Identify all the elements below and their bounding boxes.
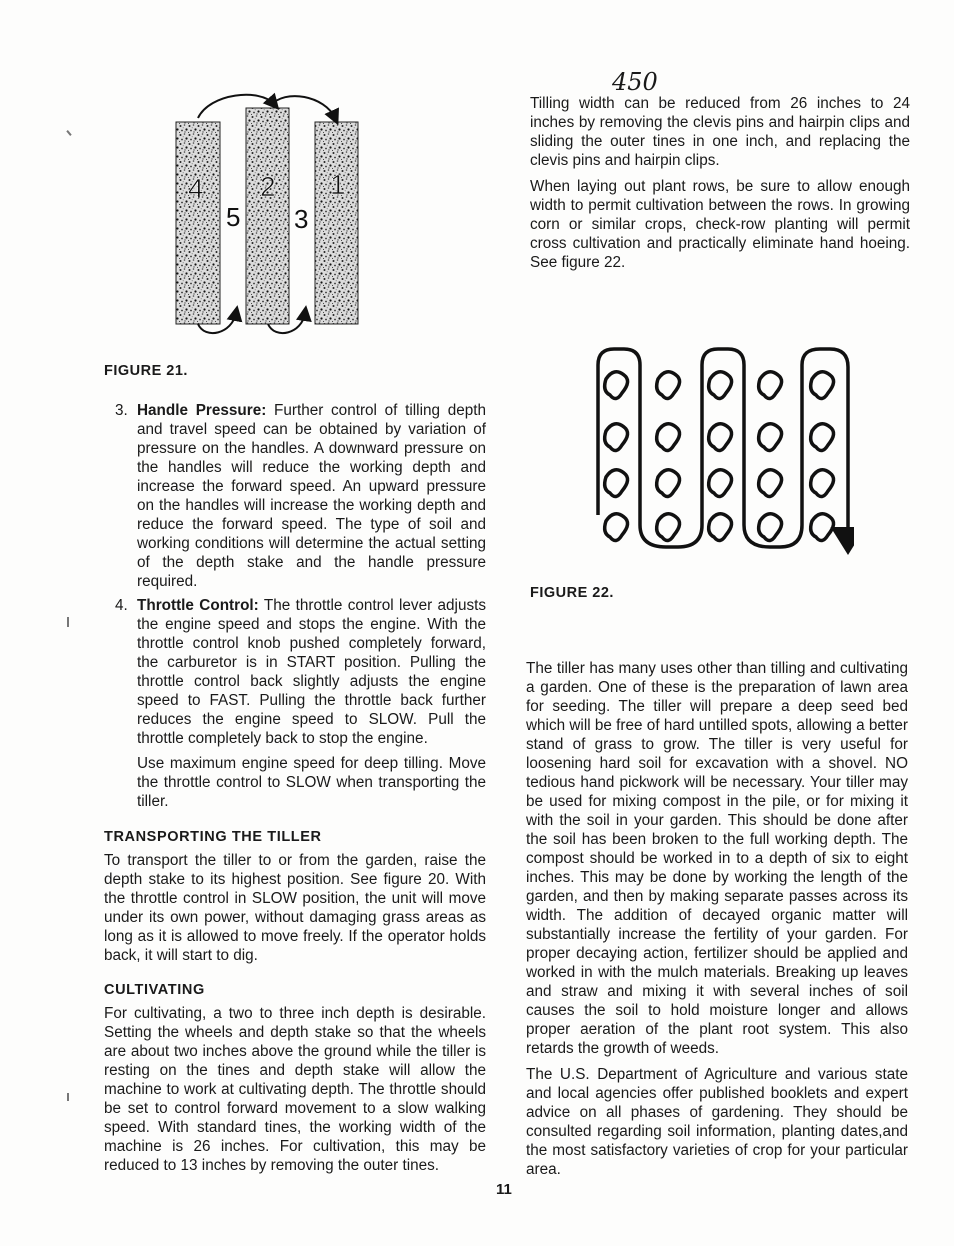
page-number: 11 <box>496 1181 512 1198</box>
handle-pressure-text: Further control of tilling depth and travel speed can be obtained by variation of pressure on the handles. A downward pressure on the handles will reduce the working depth and increase the forward speed. An upward pressure on the handles will increase the working depth and reduce the forward speed. The type of soil and working conditions will determine the actual setting of the depth stake and the handle pressure required. <box>137 402 486 590</box>
tilling-width-paragraph: Tilling width can be reduced from 26 inches to 24 inches by removing the clevis pins and hairpin clips and sliding the outer tines in one inch, and replacing the clevis pins and hairpin clips. <box>530 95 910 169</box>
cultivating-heading: CULTIVATING <box>104 982 205 998</box>
plant-rows-paragraph: When laying out plant rows, be sure to allow enough width to permit cultivation between the rows. In growing corn or similar crops, check-row planting will permit cross cultivation and practically eliminate hand hoeing. See figure 22. <box>530 178 910 271</box>
transporting-heading: TRANSPORTING THE TILLER <box>104 829 322 845</box>
pass-label: 1 <box>330 169 346 200</box>
scan-speck <box>67 1093 69 1101</box>
pass-label: 3 <box>294 204 309 234</box>
handle-pressure-title: Handle Pressure: <box>137 402 267 419</box>
figure-21-tilling-pattern <box>170 88 370 338</box>
pass-label: 2 <box>260 171 276 202</box>
handwritten-note: 450 <box>612 68 658 96</box>
figure-22-caption: FIGURE 22. <box>530 585 614 601</box>
throttle-control-paragraph <box>137 596 486 748</box>
pass-label: 5 <box>226 202 241 232</box>
strip-2 <box>246 108 289 324</box>
figure-22-row-pattern <box>594 345 854 555</box>
list-number: 3. <box>115 402 128 419</box>
scan-speck <box>66 130 71 136</box>
pass-label: 4 <box>188 173 204 204</box>
usda-paragraph: The U.S. Department of Agriculture and various state and local agencies offer published booklets and expert advice on all phases of gardening. They should be consulted regarding soil information, planting dates,and the most satisfactory varieties of crop for your particular area. <box>526 1066 908 1178</box>
handle-pressure-paragraph <box>137 401 486 591</box>
strip-1 <box>176 122 220 324</box>
transporting-paragraph: To transport the tiller to or from the garden, raise the depth stake to its highest position. See figure 20. With the throttle control in SLOW position, the unit will move under its own power, without damaging grass areas as long as it is allowed to move freely. If the operator holds back, it will start to dig. <box>104 852 486 964</box>
tiller-uses-paragraph: The tiller has many uses other than tilling and cultivating a garden. One of these is the preparation of lawn area for seeding. The tiller will prepare a deep seed bed which will be free of hard untilled spots, allowing a better stand of grass to grow. The tiller is very useful for loosening hard soil for excavation with a shovel. NO tedious hand pickwork will be necessary. Your tiller may be used for mixing compost in the pile, or for mixing it with the soil in your garden. This should be done after the soil has been broken to the full working depth. The compost should be worked in to a depth of six to eight inches. This may be done by working the length of the garden, and then by making separate passes across its width. The addition of decayed organic matter will substantially increase the fertility of your garden. For proper decaying action, fertilizer should be applied and worked in with the mulch materials. Breaking up leaves and straw and mixing it with several inches of soil causes the soil to hold moisture longer and allows proper aeration of the plant root system. This also retards the growth of weeds. <box>526 660 908 1057</box>
list-number: 4. <box>115 597 128 614</box>
scan-speck <box>67 617 69 627</box>
throttle-control-title: Throttle Control: <box>137 597 259 614</box>
figure-21-caption: FIGURE 21. <box>104 363 188 379</box>
throttle-control-text: The throttle control lever adjusts the engine speed and stops the engine. With the throttle control knob pushed completely forward, the carburetor is in START position. Pulling the throttle control back slightly adjusts the engine speed to FAST. Pulling the throttle back further reduces the engine speed to SLOW. Pull the throttle completely back to stop the engine. <box>137 597 487 747</box>
cultivating-paragraph: For cultivating, a two to three inch depth is desirable. Setting the wheels and depth stake so that the wheels are about two inches above the ground while the tiller is resting on the tines and depth stake will allow the machine to work at cultivating depth. The throttle should be set to control forward movement to a slow walking speed. With standard tines, the working width of the machine is 26 inches. For cultivation, this may be reduced to 13 inches by removing the outer tines. <box>104 1005 486 1174</box>
strip-3 <box>315 122 358 324</box>
throttle-usage-paragraph: Use maximum engine speed for deep tilling. Move the throttle control to SLOW when transporting the tiller. <box>137 755 486 810</box>
